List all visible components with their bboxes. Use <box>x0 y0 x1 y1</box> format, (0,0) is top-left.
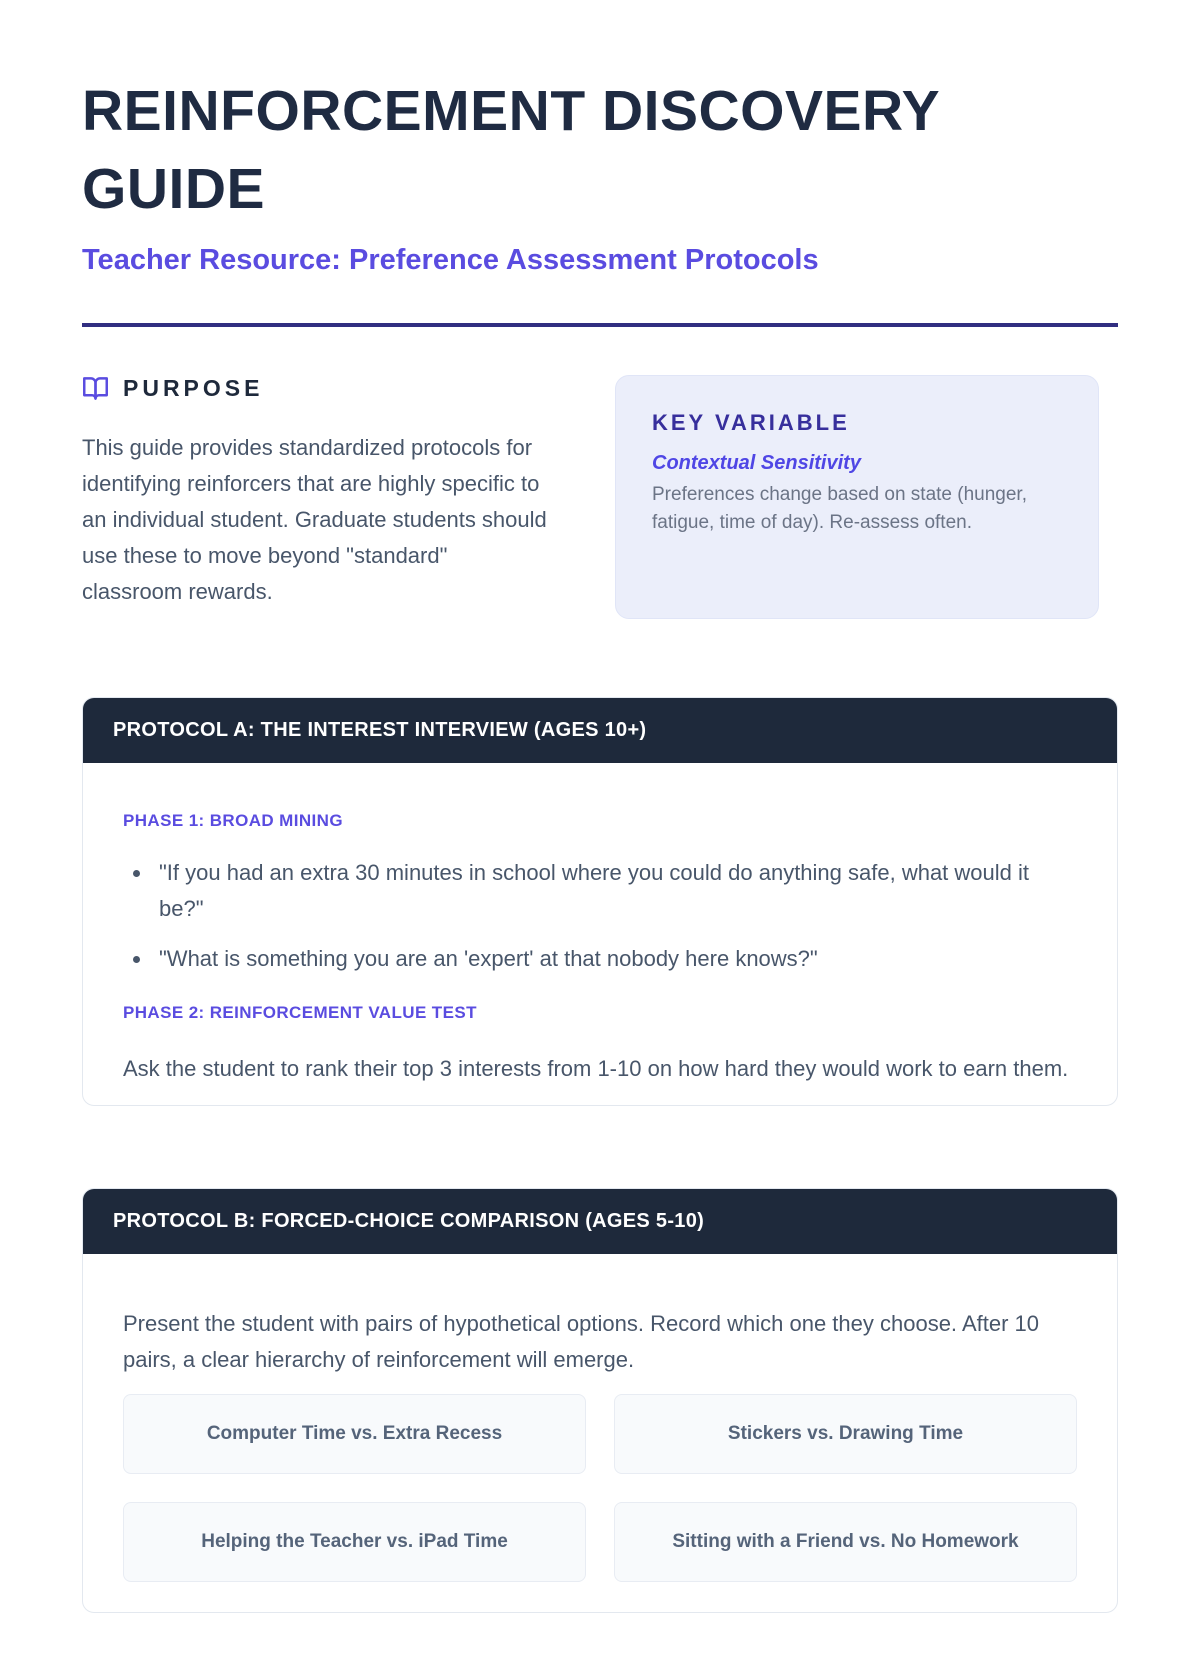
intro-section <box>82 375 1118 619</box>
open-book-icon <box>82 375 109 402</box>
phase-2-instructions: Ask the student to rank their top 3 interests from 1-10 on how hard they would work to earn them. <box>123 1056 1069 1081</box>
purpose-body-text: This guide provides standardized protocols for identifying reinforcers that are highly specific to an individual student. Graduate students should use these to move beyond "standard" classroom rewards. <box>82 435 547 604</box>
key-variable-title: KEY VARIABLE <box>652 410 850 435</box>
question-item: • "If you had an extra 30 minutes in school where you could do anything safe, what would it be?" <box>153 855 1077 927</box>
divider-rule <box>82 323 1118 327</box>
protocol-a-header: PROTOCOL A: THE INTEREST INTERVIEW (AGES 10+) <box>83 698 1117 763</box>
purpose-title: PURPOSE <box>123 375 264 401</box>
protocol-b-card <box>82 1188 1118 1613</box>
protocol-b-header: PROTOCOL B: FORCED-CHOICE COMPARISON (AGES 5-10) <box>83 1189 1117 1254</box>
purpose-section <box>82 375 547 610</box>
protocol-a-body <box>83 763 1117 1105</box>
phase-1-question-list <box>123 855 1077 977</box>
protocol-a-card <box>82 697 1118 1106</box>
page-title: REINFORCEMENT DISCOVERY GUIDE <box>82 79 940 221</box>
phase-1-heading: PHASE 1: BROAD MINING <box>123 811 343 830</box>
protocol-b-body <box>83 1254 1117 1612</box>
pair-option-box: Stickers vs. Drawing Time <box>614 1394 1077 1474</box>
page-subtitle: Teacher Resource: Preference Assessment Protocols <box>82 244 819 276</box>
pair-option-box: Computer Time vs. Extra Recess <box>123 1394 586 1474</box>
key-variable-callout <box>615 375 1099 619</box>
key-variable-description: Preferences change based on state (hunger, fatigue, time of day). Re-assess often. <box>652 484 1027 533</box>
phase-2-heading: PHASE 2: REINFORCEMENT VALUE TEST <box>123 1003 477 1022</box>
key-variable-term: Contextual Sensitivity <box>652 452 861 474</box>
protocol-b-instructions: Present the student with pairs of hypothetical options. Record which one they choose. After 10 pairs, a clear hierarchy of reinforcement will emerge. <box>123 1311 1039 1372</box>
forced-choice-grid <box>123 1394 1077 1582</box>
pair-option-box: Helping the Teacher vs. iPad Time <box>123 1502 586 1582</box>
document-page <box>0 72 1200 1613</box>
pair-option-box: Sitting with a Friend vs. No Homework <box>614 1502 1077 1582</box>
purpose-heading-row <box>82 375 547 402</box>
question-item: • "What is something you are an 'expert' at that nobody here knows?" <box>153 941 1077 977</box>
